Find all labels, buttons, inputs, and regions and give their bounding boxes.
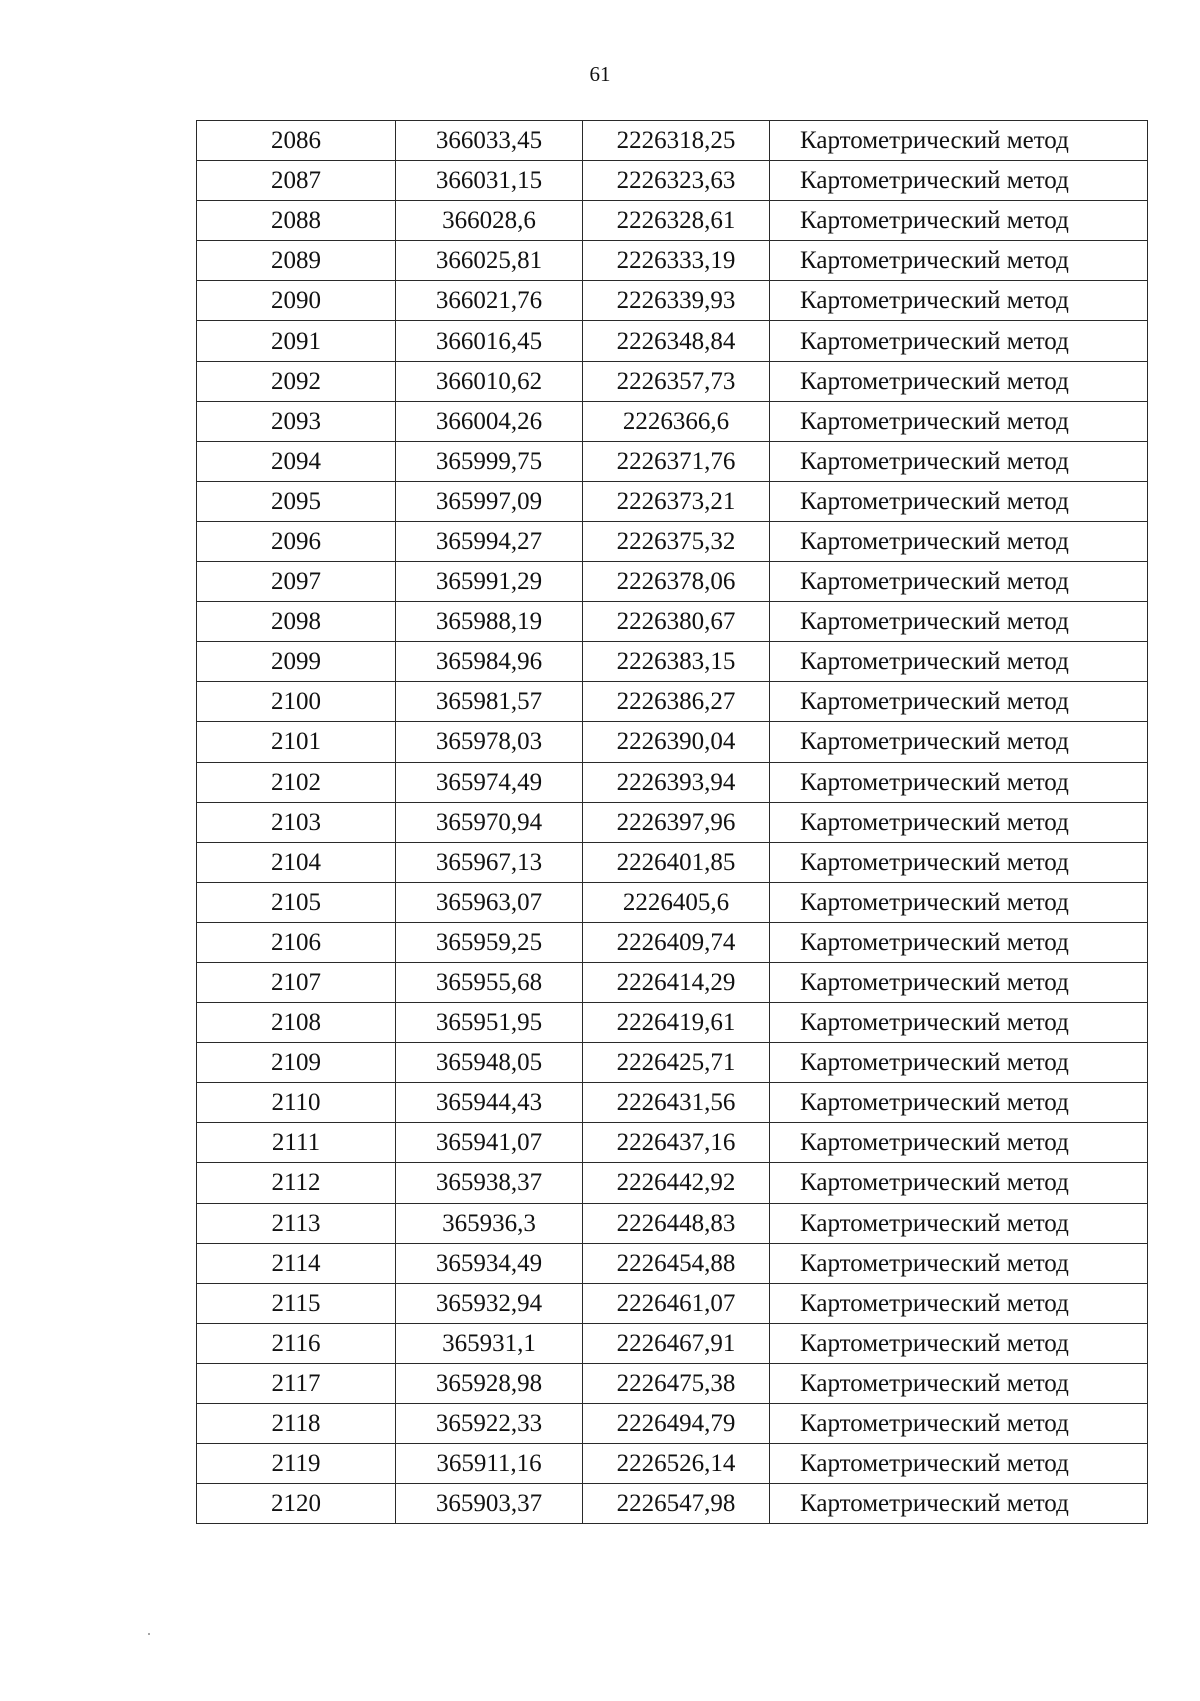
method-cell: Картометрический метод bbox=[770, 1323, 1148, 1363]
table-row bbox=[197, 361, 1148, 401]
point-number-cell: 2101 bbox=[197, 722, 396, 762]
table-row bbox=[197, 241, 1148, 281]
y-coordinate-cell: 2226318,25 bbox=[583, 121, 770, 161]
x-coordinate-cell: 365967,13 bbox=[396, 842, 583, 882]
table-row bbox=[197, 441, 1148, 481]
table-row bbox=[197, 1123, 1148, 1163]
point-number-cell: 2108 bbox=[197, 1003, 396, 1043]
table-row bbox=[197, 1003, 1148, 1043]
table-row bbox=[197, 481, 1148, 521]
point-number-cell: 2090 bbox=[197, 281, 396, 321]
x-coordinate-cell: 365997,09 bbox=[396, 481, 583, 521]
method-cell: Картометрический метод bbox=[770, 642, 1148, 682]
x-coordinate-cell: 365941,07 bbox=[396, 1123, 583, 1163]
method-cell: Картометрический метод bbox=[770, 481, 1148, 521]
point-number-cell: 2089 bbox=[197, 241, 396, 281]
x-coordinate-cell: 365938,37 bbox=[396, 1163, 583, 1203]
method-cell: Картометрический метод bbox=[770, 1404, 1148, 1444]
point-number-cell: 2096 bbox=[197, 521, 396, 561]
y-coordinate-cell: 2226431,56 bbox=[583, 1083, 770, 1123]
point-number-cell: 2100 bbox=[197, 682, 396, 722]
point-number-cell: 2091 bbox=[197, 321, 396, 361]
table-row bbox=[197, 682, 1148, 722]
page-number: 61 bbox=[589, 62, 611, 86]
method-cell: Картометрический метод bbox=[770, 401, 1148, 441]
x-coordinate-cell: 365932,94 bbox=[396, 1283, 583, 1323]
y-coordinate-cell: 2226409,74 bbox=[583, 922, 770, 962]
table-row bbox=[197, 1404, 1148, 1444]
point-number-cell: 2120 bbox=[197, 1484, 396, 1524]
x-coordinate-cell: 365999,75 bbox=[396, 441, 583, 481]
point-number-cell: 2095 bbox=[197, 481, 396, 521]
point-number-cell: 2116 bbox=[197, 1323, 396, 1363]
x-coordinate-cell: 365955,68 bbox=[396, 962, 583, 1002]
table-row bbox=[197, 1163, 1148, 1203]
table-row bbox=[197, 922, 1148, 962]
method-cell: Картометрический метод bbox=[770, 922, 1148, 962]
method-cell: Картометрический метод bbox=[770, 1123, 1148, 1163]
point-number-cell: 2098 bbox=[197, 602, 396, 642]
y-coordinate-cell: 2226386,27 bbox=[583, 682, 770, 722]
y-coordinate-cell: 2226333,19 bbox=[583, 241, 770, 281]
y-coordinate-cell: 2226357,73 bbox=[583, 361, 770, 401]
point-number-cell: 2097 bbox=[197, 562, 396, 602]
table-row bbox=[197, 1444, 1148, 1484]
point-number-cell: 2094 bbox=[197, 441, 396, 481]
y-coordinate-cell: 2226380,67 bbox=[583, 602, 770, 642]
point-number-cell: 2088 bbox=[197, 201, 396, 241]
method-cell: Картометрический метод bbox=[770, 1203, 1148, 1243]
method-cell: Картометрический метод bbox=[770, 802, 1148, 842]
y-coordinate-cell: 2226437,16 bbox=[583, 1123, 770, 1163]
point-number-cell: 2115 bbox=[197, 1283, 396, 1323]
method-cell: Картометрический метод bbox=[770, 161, 1148, 201]
y-coordinate-cell: 2226366,6 bbox=[583, 401, 770, 441]
x-coordinate-cell: 366010,62 bbox=[396, 361, 583, 401]
table-row bbox=[197, 1043, 1148, 1083]
table-row bbox=[197, 962, 1148, 1002]
x-coordinate-cell: 366033,45 bbox=[396, 121, 583, 161]
y-coordinate-cell: 2226397,96 bbox=[583, 802, 770, 842]
table-row bbox=[197, 882, 1148, 922]
y-coordinate-cell: 2226371,76 bbox=[583, 441, 770, 481]
table-row bbox=[197, 1363, 1148, 1403]
x-coordinate-cell: 365994,27 bbox=[396, 521, 583, 561]
method-cell: Картометрический метод bbox=[770, 521, 1148, 561]
y-coordinate-cell: 2226475,38 bbox=[583, 1363, 770, 1403]
method-cell: Картометрический метод bbox=[770, 882, 1148, 922]
x-coordinate-cell: 365963,07 bbox=[396, 882, 583, 922]
table-row bbox=[197, 642, 1148, 682]
x-coordinate-cell: 365974,49 bbox=[396, 762, 583, 802]
x-coordinate-cell: 365911,16 bbox=[396, 1444, 583, 1484]
method-cell: Картометрический метод bbox=[770, 762, 1148, 802]
point-number-cell: 2118 bbox=[197, 1404, 396, 1444]
coordinates-table-body bbox=[197, 121, 1148, 1524]
table-row bbox=[197, 281, 1148, 321]
point-number-cell: 2104 bbox=[197, 842, 396, 882]
method-cell: Картометрический метод bbox=[770, 602, 1148, 642]
method-cell: Картометрический метод bbox=[770, 842, 1148, 882]
method-cell: Картометрический метод bbox=[770, 1163, 1148, 1203]
y-coordinate-cell: 2226378,06 bbox=[583, 562, 770, 602]
x-coordinate-cell: 365984,96 bbox=[396, 642, 583, 682]
method-cell: Картометрический метод bbox=[770, 1243, 1148, 1283]
x-coordinate-cell: 365959,25 bbox=[396, 922, 583, 962]
x-coordinate-cell: 365936,3 bbox=[396, 1203, 583, 1243]
x-coordinate-cell: 365988,19 bbox=[396, 602, 583, 642]
point-number-cell: 2106 bbox=[197, 922, 396, 962]
method-cell: Картометрический метод bbox=[770, 1003, 1148, 1043]
table-row bbox=[197, 802, 1148, 842]
x-coordinate-cell: 365928,98 bbox=[396, 1363, 583, 1403]
y-coordinate-cell: 2226393,94 bbox=[583, 762, 770, 802]
method-cell: Картометрический метод bbox=[770, 1283, 1148, 1323]
point-number-cell: 2105 bbox=[197, 882, 396, 922]
y-coordinate-cell: 2226323,63 bbox=[583, 161, 770, 201]
method-cell: Картометрический метод bbox=[770, 441, 1148, 481]
x-coordinate-cell: 366028,6 bbox=[396, 201, 583, 241]
y-coordinate-cell: 2226419,61 bbox=[583, 1003, 770, 1043]
point-number-cell: 2107 bbox=[197, 962, 396, 1002]
method-cell: Картометрический метод bbox=[770, 1043, 1148, 1083]
y-coordinate-cell: 2226526,14 bbox=[583, 1444, 770, 1484]
method-cell: Картометрический метод bbox=[770, 1444, 1148, 1484]
x-coordinate-cell: 365922,33 bbox=[396, 1404, 583, 1444]
x-coordinate-cell: 365970,94 bbox=[396, 802, 583, 842]
y-coordinate-cell: 2226373,21 bbox=[583, 481, 770, 521]
y-coordinate-cell: 2226375,32 bbox=[583, 521, 770, 561]
x-coordinate-cell: 365981,57 bbox=[396, 682, 583, 722]
x-coordinate-cell: 365931,1 bbox=[396, 1323, 583, 1363]
table-row bbox=[197, 401, 1148, 441]
point-number-cell: 2087 bbox=[197, 161, 396, 201]
method-cell: Картометрический метод bbox=[770, 962, 1148, 1002]
y-coordinate-cell: 2226390,04 bbox=[583, 722, 770, 762]
point-number-cell: 2086 bbox=[197, 121, 396, 161]
y-coordinate-cell: 2226494,79 bbox=[583, 1404, 770, 1444]
y-coordinate-cell: 2226414,29 bbox=[583, 962, 770, 1002]
x-coordinate-cell: 365978,03 bbox=[396, 722, 583, 762]
y-coordinate-cell: 2226461,07 bbox=[583, 1283, 770, 1323]
y-coordinate-cell: 2226328,61 bbox=[583, 201, 770, 241]
point-number-cell: 2112 bbox=[197, 1163, 396, 1203]
coordinates-table bbox=[196, 120, 1148, 1524]
table-row bbox=[197, 602, 1148, 642]
point-number-cell: 2109 bbox=[197, 1043, 396, 1083]
x-coordinate-cell: 365951,95 bbox=[396, 1003, 583, 1043]
point-number-cell: 2119 bbox=[197, 1444, 396, 1484]
method-cell: Картометрический метод bbox=[770, 1083, 1148, 1123]
method-cell: Картометрический метод bbox=[770, 241, 1148, 281]
y-coordinate-cell: 2226547,98 bbox=[583, 1484, 770, 1524]
x-coordinate-cell: 366004,26 bbox=[396, 401, 583, 441]
table-row bbox=[197, 161, 1148, 201]
table-row bbox=[197, 521, 1148, 561]
method-cell: Картометрический метод bbox=[770, 1484, 1148, 1524]
point-number-cell: 2111 bbox=[197, 1123, 396, 1163]
method-cell: Картометрический метод bbox=[770, 722, 1148, 762]
point-number-cell: 2103 bbox=[197, 802, 396, 842]
table-row bbox=[197, 321, 1148, 361]
y-coordinate-cell: 2226348,84 bbox=[583, 321, 770, 361]
table-row bbox=[197, 1083, 1148, 1123]
x-coordinate-cell: 366021,76 bbox=[396, 281, 583, 321]
point-number-cell: 2099 bbox=[197, 642, 396, 682]
table-row bbox=[197, 1283, 1148, 1323]
x-coordinate-cell: 366016,45 bbox=[396, 321, 583, 361]
y-coordinate-cell: 2226405,6 bbox=[583, 882, 770, 922]
x-coordinate-cell: 365948,05 bbox=[396, 1043, 583, 1083]
point-number-cell: 2093 bbox=[197, 401, 396, 441]
method-cell: Картометрический метод bbox=[770, 321, 1148, 361]
table-row bbox=[197, 762, 1148, 802]
method-cell: Картометрический метод bbox=[770, 682, 1148, 722]
scan-speck bbox=[148, 1633, 150, 1635]
y-coordinate-cell: 2226339,93 bbox=[583, 281, 770, 321]
method-cell: Картометрический метод bbox=[770, 1363, 1148, 1403]
table-row bbox=[197, 1484, 1148, 1524]
table-row bbox=[197, 121, 1148, 161]
table-row bbox=[197, 1323, 1148, 1363]
x-coordinate-cell: 365903,37 bbox=[396, 1484, 583, 1524]
point-number-cell: 2102 bbox=[197, 762, 396, 802]
x-coordinate-cell: 366031,15 bbox=[396, 161, 583, 201]
x-coordinate-cell: 365934,49 bbox=[396, 1243, 583, 1283]
table-row bbox=[197, 842, 1148, 882]
y-coordinate-cell: 2226467,91 bbox=[583, 1323, 770, 1363]
y-coordinate-cell: 2226442,92 bbox=[583, 1163, 770, 1203]
x-coordinate-cell: 365991,29 bbox=[396, 562, 583, 602]
y-coordinate-cell: 2226401,85 bbox=[583, 842, 770, 882]
point-number-cell: 2092 bbox=[197, 361, 396, 401]
method-cell: Картометрический метод bbox=[770, 121, 1148, 161]
table-row bbox=[197, 1203, 1148, 1243]
table-row bbox=[197, 1243, 1148, 1283]
point-number-cell: 2110 bbox=[197, 1083, 396, 1123]
x-coordinate-cell: 365944,43 bbox=[396, 1083, 583, 1123]
y-coordinate-cell: 2226383,15 bbox=[583, 642, 770, 682]
point-number-cell: 2117 bbox=[197, 1363, 396, 1403]
table-row bbox=[197, 201, 1148, 241]
y-coordinate-cell: 2226425,71 bbox=[583, 1043, 770, 1083]
table-row bbox=[197, 562, 1148, 602]
point-number-cell: 2113 bbox=[197, 1203, 396, 1243]
method-cell: Картометрический метод bbox=[770, 201, 1148, 241]
method-cell: Картометрический метод bbox=[770, 361, 1148, 401]
y-coordinate-cell: 2226454,88 bbox=[583, 1243, 770, 1283]
table-row bbox=[197, 722, 1148, 762]
method-cell: Картометрический метод bbox=[770, 562, 1148, 602]
y-coordinate-cell: 2226448,83 bbox=[583, 1203, 770, 1243]
x-coordinate-cell: 366025,81 bbox=[396, 241, 583, 281]
point-number-cell: 2114 bbox=[197, 1243, 396, 1283]
method-cell: Картометрический метод bbox=[770, 281, 1148, 321]
